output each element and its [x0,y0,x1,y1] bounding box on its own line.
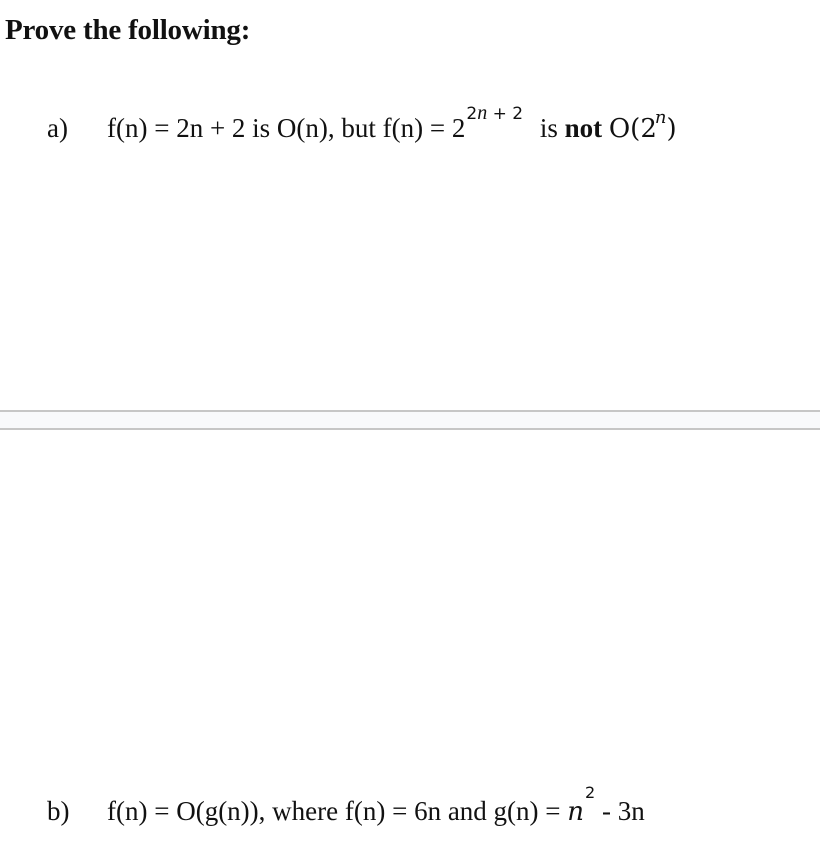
problem-b-statement: f(n) = O(g(n)), where f(n) = 6n and g(n) = [107,796,568,826]
problem-b-tail: - 3n [595,796,645,826]
problem-a-exponent: 2n + 2 [466,102,524,124]
problem-a [47,102,677,144]
problem-a-not-text: not [564,113,603,143]
problem-a-label: a) [47,113,68,143]
section-divider [0,410,820,430]
problem-a-big-o: O(2$^n$) [608,107,677,144]
page-title: Prove the following: [5,14,251,46]
problem-a-statement: f(n) = 2n + 2 is O(n), but f(n) = 2 [107,113,466,143]
problem-b [47,783,645,827]
problem-b-exponent: 2 [585,783,596,802]
problem-b-variable: n [567,797,585,827]
problem-a-is-text: is [539,113,565,143]
problem-b-label: b) [47,796,70,826]
